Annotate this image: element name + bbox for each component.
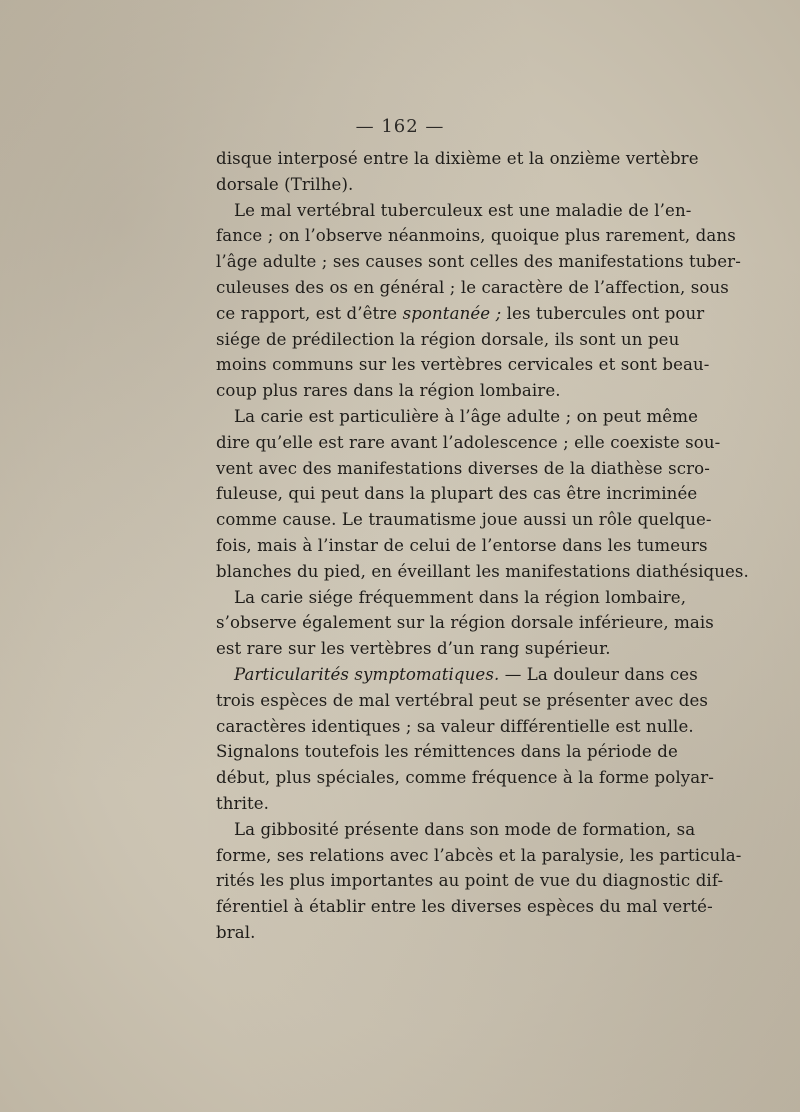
text-line: vent avec des manifestations diverses de la diathèse scro- xyxy=(216,458,710,478)
text-line xyxy=(216,301,705,327)
text-line: caractères identiques ; sa valeur différentielle est nulle. xyxy=(216,716,694,736)
text-segment: — La douleur dans ces xyxy=(499,664,698,684)
text-line: est rare sur les vertèbres d’un rang supérieur. xyxy=(216,639,611,659)
text-line: siége de prédilection la région dorsale, ils sont un peu xyxy=(216,329,680,349)
text-line: début, plus spéciales, comme fréquence à la forme polyar- xyxy=(216,768,714,788)
text-line: l’âge adulte ; ses causes sont celles des manifestations tuber- xyxy=(216,252,741,272)
italic-text: spontanée ; xyxy=(402,303,502,323)
text-line: disque interposé entre la dixième et la onzième vertèbre xyxy=(216,149,699,168)
text-line: Le mal vertébral tuberculeux est une maladie de l’en- xyxy=(234,200,692,220)
text-line: La carie est particulière à l’âge adulte ; on peut même xyxy=(234,406,698,426)
text-line: La carie siége fréquemment dans la région lombaire, xyxy=(234,587,687,607)
body-text xyxy=(216,146,749,946)
text-line: trois espèces de mal vertébral peut se présenter avec des xyxy=(216,690,709,710)
text-line: fance ; on l’observe néanmoins, quoique plus rarement, dans xyxy=(216,226,736,246)
text-line xyxy=(216,662,698,688)
text-line: coup plus rares dans la région lombaire. xyxy=(216,381,561,401)
text-line: s’observe également sur la région dorsale inférieure, mais xyxy=(216,613,714,633)
text-line: comme cause. Le traumatisme joue aussi un rôle quelque- xyxy=(216,510,712,530)
text-line: La gibbosité présente dans son mode de formation, sa xyxy=(234,819,696,839)
page-number: — 162 — xyxy=(355,116,445,137)
text-segment: ce rapport, est d’être xyxy=(216,303,403,323)
text-line: Signalons toutefois les rémittences dans la période de xyxy=(216,742,678,762)
text-line: thrite. xyxy=(216,793,270,813)
text-line: rités les plus importantes au point de vue du diagnostic dif- xyxy=(216,871,724,891)
text-line: culeuses des os en général ; le caractère de l’affection, sous xyxy=(216,277,729,297)
text-line: forme, ses relations avec l’abcès et la paralysie, les particula- xyxy=(216,845,742,865)
text-line: bral. xyxy=(216,922,256,942)
text-line: dorsale (Trilhe). xyxy=(216,174,354,194)
text-line: férentiel à établir entre les diverses espèces du mal verté- xyxy=(216,897,713,917)
text-line: moins communs sur les vertèbres cervicales et sont beau- xyxy=(216,355,710,375)
italic-text: Particularités symptomatiques. xyxy=(234,664,500,684)
text-line: blanches du pied, en éveillant les manifestations diathésiques. xyxy=(216,561,749,581)
text-segment: les tubercules ont pour xyxy=(501,303,705,323)
text-line: fois, mais à l’instar de celui de l’entorse dans les tumeurs xyxy=(216,535,708,555)
text-line: fuleuse, qui peut dans la plupart des cas être incriminée xyxy=(216,484,698,504)
text-line: dire qu’elle est rare avant l’adolescence ; elle coexiste sou- xyxy=(216,432,721,452)
